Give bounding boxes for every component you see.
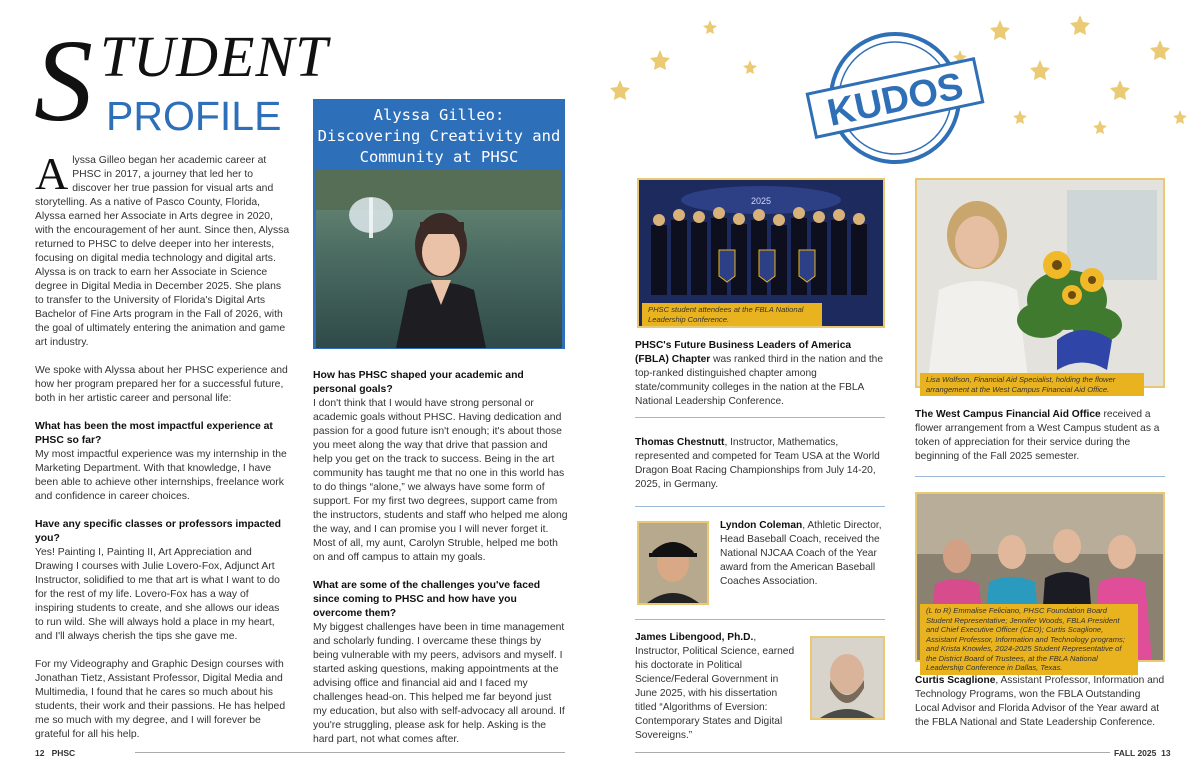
wolfson-photo-caption: Lisa Wolfson, Financial Aid Specialist, holding the flower arrangement at the West Campus Financial Aid Office.	[920, 373, 1144, 396]
question-4: What are some of the challenges you've faced since coming to PHSC and how have you overcome them?	[313, 580, 541, 619]
qa-3	[313, 369, 568, 565]
chestnutt-item: Thomas Chestnutt, Instructor, Mathematics, represented and competed for Team USA at the World Dragon Boat Racing Championships from July 14-20, 2025, in Germany.	[635, 437, 880, 490]
right-footer-rule	[635, 752, 1110, 753]
right-page-number: FALL 2025 13	[1114, 748, 1171, 758]
kudos-stamp	[800, 28, 990, 168]
question-3: How has PHSC shaped your academic and personal goals?	[313, 370, 524, 395]
qa-2	[35, 518, 290, 644]
coleman-item: Lyndon Coleman, Athletic Director, Head Baseball Coach, received the National NJCAA Coach of the Year award from the American Baseball Coaches Association.	[720, 520, 882, 587]
dropcap: A	[35, 148, 69, 199]
svg-text:KUDOS: KUDOS	[823, 65, 967, 135]
fbla-photo-caption: PHSC student attendees at the FBLA National Leadership Conference.	[642, 303, 822, 326]
coleman-photo	[637, 521, 709, 605]
answer-4: My biggest challenges have been in time management and scholarly funding. I overcame these things by being vulnerable with my peers, advisors and myself. I started asking questions, making appointments at the advising office and financial aid and I faced my challenges head-on. This helped me far beyond just my education, but also with self-advocacy all around. If you're struggling, please ask for help. Asking is the hard part, not what comes after.	[313, 622, 565, 745]
libengood-item: James Libengood, Ph.D., Instructor, Political Science, earned his doctorate in Political Science/Federal Government in June 2025, with his dissertation titled “Algorithms of Eversion: Contemporary States and Digital Sovereigns.”	[635, 632, 795, 741]
libengood-photo	[810, 636, 885, 720]
feature-column-1	[35, 148, 290, 756]
answer-2: Yes! Painting I, Painting II, Art Appreciation and Drawing I courses with Julie Lovero-Fox, Adjunct Art Instructor, solidified to me that art is what I want to do for the rest of my life. Lovero-Fox has a way of inspiring students to create, and she allows our ideas to run wild. She will always hold a place in my heart, and I'll always cherish the tips she gave me.	[35, 547, 280, 642]
answer-2b: For my Videography and Graphic Design courses with Jonathan Tietz, Assistant Professor, Digital Media and Multimedia, I found that he cares so much about his students, their work and their passions. He has helped me so much with my degree, and I will forever be grateful for all his help.	[35, 659, 286, 740]
question-1: What has been the most impactful experience at PHSC so far?	[35, 421, 273, 446]
wolfson-photo	[915, 178, 1165, 388]
separator	[915, 476, 1165, 477]
scaglione-item: Curtis Scaglione, Assistant Professor, Information and Technology Programs, won the FBLA Outstanding Local Advisor and Florida Advisor of the Year award at the FBLA National and State Leadership Conference.	[915, 675, 1165, 728]
separator	[635, 619, 885, 620]
intro-paragraph: Alyssa Gilleo began her academic career at PHSC in 2017, a journey that led her to discover her true passion for visual arts and storytelling. As a native of Pasco County, Florida, Alyssa earned her Associate in Arts degree in 2020, with the encouragement of her aunt. Since then, Alyssa returned to PHSC to delve deeper into her interests, focusing on digital media technology and digital arts. Alyssa is on track to earn her Associate in Science degree in Digital Media in December 2025. She plans to transfer to the University of Florida's Digital Arts Bachelor of Fine Arts program in the Fall of 2026, with the goal of ultimately entering the animation and game art industry.	[35, 148, 290, 348]
financial-aid-item: The West Campus Financial Aid Office received a flower arrangement from a West Campus student as a token of appreciation for their service during the beginning of the Fall 2025 semester.	[915, 409, 1160, 462]
masthead-subtitle: PROFILE	[106, 93, 282, 139]
separator	[635, 417, 885, 418]
left-page-number: 12 PHSC	[35, 748, 76, 758]
answer-1: My most impactful experience was my internship in the Marketing Department. With that knowledge, I have been able to achieve other internships, freelance work and confidence in career choices.	[35, 449, 287, 502]
alyssa-portrait-photo	[316, 170, 562, 348]
left-footer-rule	[135, 752, 565, 753]
group-photo-caption: (L to R) Emmalise Feliciano, PHSC Foundation Board Student Representative; Jennifer Woods, FBLA President and Chief Executive Officer (CEO); Curtis Scaglione, Assistant Professor, Information and Technology programs; and Krista Knowles, 2024-2025 Student Representative of the District Board of Trustees, at the FBLA National Leadership Conference in Dallas, Texas.	[920, 604, 1138, 675]
feature-column-2	[313, 369, 568, 761]
qa-4	[313, 579, 568, 747]
masthead-first-letter: S	[34, 15, 93, 146]
answer-3: I don't think that I would have strong personal or academic goals without PHSC. Having dedication and passion for a good future isn't enough; it's about those you meet along the way that drive that passion and help you get on the track to success. Being in the art community has taught me that no one in this world has to do things “alone,” we always have some form of support. For my first two degrees, support came from the instructors, students and staff who helped me along the way, and I can promise you I will never forget it. Most of all, my aunt, Carolyn Struble, helped me both on and off campus to attain my goals.	[313, 398, 568, 563]
question-2: Have any specific classes or professors impacted you?	[35, 519, 282, 544]
feature-title: Alyssa Gilleo: Discovering Creativity and Community at PHSC	[317, 106, 561, 166]
feature-photo-block	[313, 99, 565, 349]
masthead-title: TUDENT	[100, 24, 329, 89]
right-page	[600, 0, 1200, 779]
intro-paragraph-2: We spoke with Alyssa about her PHSC experience and how her program prepared her for a successful future, both in her artistic career and personal life:	[35, 365, 288, 404]
separator	[635, 506, 885, 507]
svg-text:2025: 2025	[750, 196, 772, 206]
qa-1	[35, 420, 290, 504]
fbla-item: PHSC's Future Business Leaders of America (FBLA) Chapter was ranked third in the nation and the top-ranked distinguished chapter among state/community colleges in the nation at the FBLA National Leadership Conference.	[635, 340, 884, 407]
